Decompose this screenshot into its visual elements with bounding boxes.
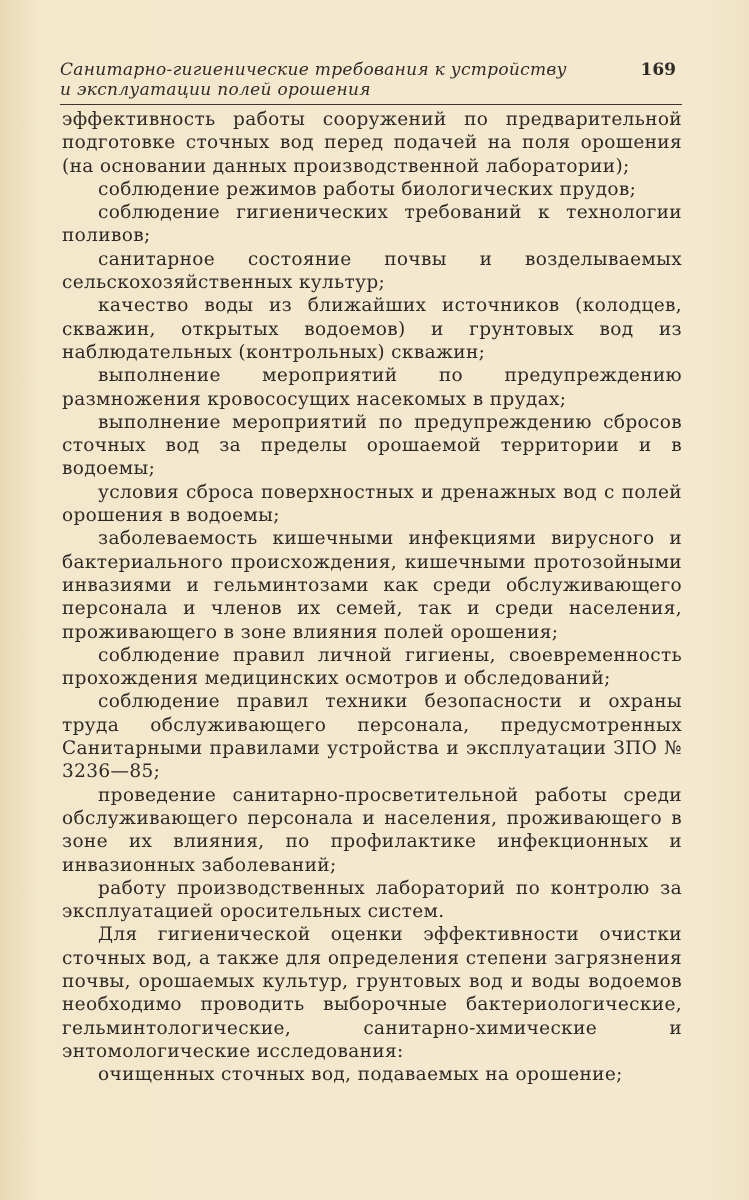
- running-title-line-1: Санитарно-гигиенические требования к устройству: [60, 60, 567, 80]
- paragraph: санитарное состояние почвы и возделываемых сельскохозяйственных культур;: [62, 248, 682, 294]
- paragraph: Для гигиенической оценки эффективности очистки сточных вод, а также для определения степени загрязнения почвы, орошаемых культур, грунтовых вод и воды водоемов необходимо проводить выборочные бактериологические, гельминтологические, санитарно-химические и энтомологические исследования:: [62, 924, 682, 1062]
- paragraph: соблюдение режимов работы биологических прудов;: [98, 178, 637, 200]
- paragraph: соблюдение правил техники безопасности и охраны труда обслуживающего персонала, предусмотренных Санитарными правилами устройства и эксплуатации ЗПО № 3236—85;: [62, 691, 682, 783]
- paragraph: проведение санитарно-просветительной работы среди обслуживающего персонала и населения, проживающего в зоне их влияния, по профилактике инфекционных и инвазионных заболеваний;: [62, 784, 682, 876]
- body-text: [62, 108, 682, 1086]
- paragraph: очищенных сточных вод, подаваемых на орошение;: [98, 1064, 623, 1086]
- paragraph: соблюдение гигиенических требований к технологии поливов;: [62, 202, 682, 247]
- page-number: 169: [640, 60, 676, 80]
- paragraph: выполнение мероприятий по предупреждению сбросов сточных вод за пределы орошаемой территории и в водоемы;: [62, 411, 682, 480]
- paragraph: эффективность работы сооружений по предварительной подготовке сточных вод перед подачей на поля орошения (на основании данных производственной лаборатории);: [62, 109, 682, 177]
- paragraph: работу производственных лабораторий по контролю за эксплуатацией оросительных систем.: [62, 877, 682, 923]
- paragraph: условия сброса поверхностных и дренажных вод с полей орошения в водоемы;: [62, 481, 682, 527]
- paragraph: заболеваемость кишечными инфекциями вирусного и бактериального происхождения, кишечными протозойными инвазиями и гельминтозами как среди обслуживающего персонала и членов их семей, так и среди населения, проживающего в зоне влияния полей орошения;: [62, 528, 682, 643]
- paragraph: выполнение мероприятий по предупреждению размножения кровососущих насекомых в прудах;: [62, 365, 682, 410]
- running-title-line-2: и эксплуатации полей орошения: [60, 80, 371, 100]
- paragraph: качество воды из ближайших источников (колодцев, скважин, открытых водоемов) и грунтовых вод из наблюдательных (контрольных) скважин;: [62, 295, 682, 363]
- running-header: [60, 60, 682, 105]
- running-title: [60, 60, 580, 100]
- paragraph: соблюдение правил личной гигиены, своевременность прохождения медицинских осмотров и обследований;: [62, 644, 682, 690]
